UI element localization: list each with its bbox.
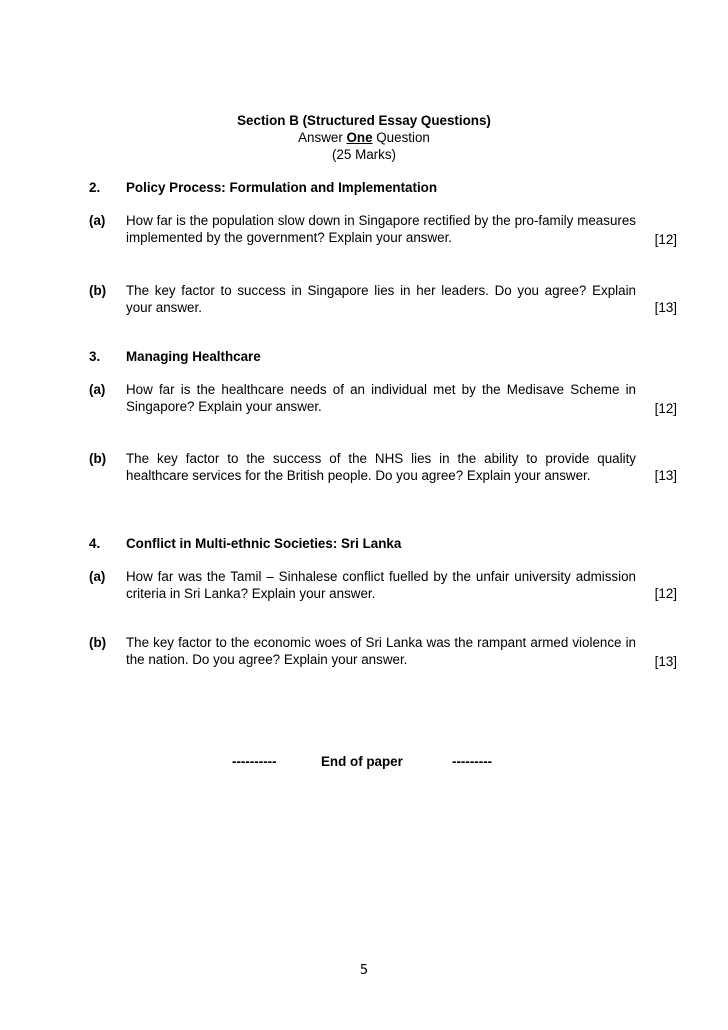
question-marks: [12] <box>654 586 677 601</box>
section-number: 2. <box>89 180 101 195</box>
total-marks: (25 Marks) <box>332 147 396 162</box>
answer-instruction <box>0 129 728 146</box>
question-marks: [13] <box>654 468 677 483</box>
question-marks: [12] <box>654 401 677 416</box>
section-title: Section B (Structured Essay Questions) <box>237 113 491 128</box>
question-label: (b) <box>89 451 107 466</box>
answer-suffix: Question <box>372 130 430 145</box>
question-label: (b) <box>89 635 107 650</box>
section-number: 4. <box>89 536 101 551</box>
end-of-paper: End of paper <box>321 754 403 769</box>
question-label: (a) <box>89 213 106 228</box>
question-label: (b) <box>89 283 107 298</box>
section-heading: Policy Process: Formulation and Implementation <box>126 180 438 195</box>
question-text: The key factor to the success of the NHS lies in the ability to provide quality healthcare services for the British people. Do you agree? Explain your answer. <box>126 451 636 483</box>
page-number: 5 <box>359 963 369 978</box>
question-marks: [12] <box>654 232 677 247</box>
answer-emphasis: One <box>346 130 373 145</box>
question-text: The key factor to success in Singapore lies in her leaders. Do you agree? Explain your answer. <box>126 283 636 315</box>
question-label: (a) <box>89 569 106 584</box>
end-dashes-right: --------- <box>452 754 493 769</box>
question-text: How far is the healthcare needs of an individual met by the Medisave Scheme in Singapore? Explain your answer. <box>126 382 636 414</box>
end-dashes-left: ---------- <box>232 754 277 769</box>
question-text: How far was the Tamil – Sinhalese conflict fuelled by the unfair university admission criteria in Sri Lanka? Explain your answer. <box>126 569 636 601</box>
section-number: 3. <box>89 349 101 364</box>
question-text: How far is the population slow down in Singapore rectified by the pro-family measures implemented by the government? Explain your answer. <box>126 213 636 245</box>
section-heading: Conflict in Multi-ethnic Societies: Sri Lanka <box>126 536 402 551</box>
question-marks: [13] <box>654 300 677 315</box>
question-marks: [13] <box>654 654 677 669</box>
section-heading: Managing Healthcare <box>126 349 261 364</box>
answer-prefix: Answer <box>298 130 347 145</box>
question-text: The key factor to the economic woes of Sri Lanka was the rampant armed violence in the nation. Do you agree? Explain your answer. <box>126 635 636 667</box>
question-label: (a) <box>89 382 106 397</box>
